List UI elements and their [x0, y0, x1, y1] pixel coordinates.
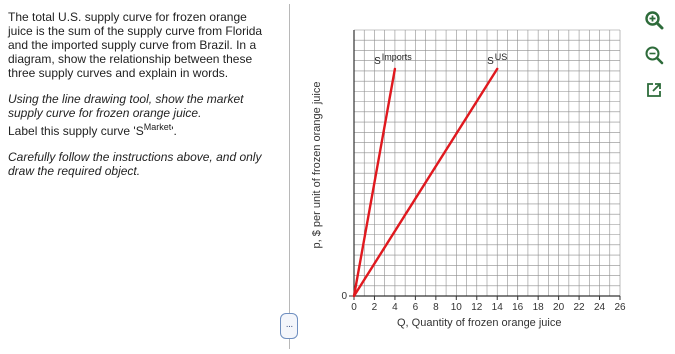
- x-tick-label: 26: [614, 302, 626, 313]
- curve-label-us: SUS: [487, 51, 508, 67]
- curve-label-imports: SImports: [374, 51, 412, 67]
- x-tick-label: 16: [512, 302, 524, 313]
- zoom-out-icon: [644, 45, 664, 65]
- expand-icon: [645, 81, 663, 99]
- x-tick-label: 4: [392, 302, 398, 313]
- x-tick-label: 2: [371, 302, 378, 313]
- x-tick-label: 10: [450, 302, 462, 313]
- y-axis-label: p, $ per unit of frozen orange juice: [311, 81, 323, 249]
- x-tick-label: 6: [412, 302, 419, 313]
- x-tick-label: 18: [532, 302, 544, 313]
- x-tick-label: 24: [593, 302, 606, 313]
- zoom-out-button[interactable]: [643, 44, 665, 66]
- x-axis-label: Q, Quantity of frozen orange juice: [397, 317, 562, 329]
- x-tick-label: 14: [491, 302, 503, 313]
- expand-button[interactable]: [643, 79, 665, 101]
- question-text: The total U.S. supply curve for frozen orange juice is the sum of the supply curve from Florida and the imported supply curve from Brazil. In a diagram, show the relationship between these three supply curves and explain in words.: [8, 10, 263, 80]
- x-tick-label: 22: [573, 302, 585, 313]
- zoom-in-icon: [644, 10, 664, 30]
- zoom-in-button[interactable]: [643, 9, 665, 31]
- instruction-text: Using the line drawing tool, show the market supply curve for frozen orange juice.: [8, 92, 244, 120]
- y-tick-label: 0: [341, 291, 347, 302]
- panel-resize-handle[interactable]: ···: [280, 313, 298, 339]
- x-tick-label: 20: [553, 302, 565, 313]
- x-tick-label: 0: [351, 302, 357, 313]
- x-tick-label: 8: [433, 302, 439, 313]
- label-instruction: Label this supply curve '$S^{Market}$'.: [8, 122, 177, 138]
- x-tick-label: 12: [471, 302, 483, 313]
- caution-text: Carefully follow the instructions above, and only draw the required object.: [8, 150, 262, 178]
